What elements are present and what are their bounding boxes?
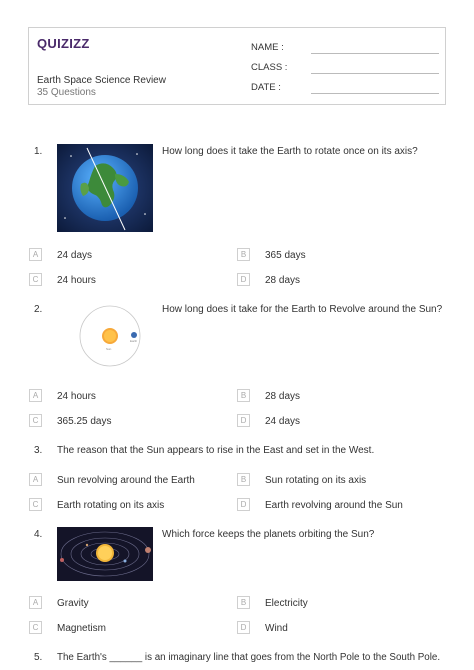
option-text: Earth revolving around the Sun <box>265 500 403 511</box>
question-number: 4. <box>34 529 43 540</box>
class-line <box>311 73 439 74</box>
option-text: Electricity <box>265 598 308 609</box>
question-text: The reason that the Sun appears to rise in the East and set in the West. <box>57 445 375 456</box>
option-box[interactable]: C <box>29 414 42 427</box>
option-box[interactable]: A <box>29 389 42 402</box>
name-label: NAME : <box>251 42 284 53</box>
earth-orbit-image <box>72 302 148 370</box>
option-box[interactable]: D <box>237 621 250 634</box>
question-number: 1. <box>34 146 43 157</box>
option-box[interactable]: B <box>237 389 250 402</box>
svg-text:Earth: Earth <box>130 339 138 343</box>
option-box[interactable]: D <box>237 414 250 427</box>
option-box[interactable]: C <box>29 273 42 286</box>
date-label: DATE : <box>251 82 281 93</box>
worksheet-title: Earth Space Science Review <box>37 75 166 86</box>
option-text: 28 days <box>265 275 301 286</box>
option-box[interactable]: C <box>29 621 42 634</box>
option-text: Earth rotating on its axis <box>57 500 165 511</box>
question-text: How long does it take the Earth to rotate once on its axis? <box>162 146 418 157</box>
option-box[interactable]: A <box>29 473 42 486</box>
option-text: 365.25 days <box>57 416 112 427</box>
svg-text:Sun: Sun <box>106 347 112 351</box>
option-box[interactable]: D <box>237 498 250 511</box>
option-text: 28 days <box>265 391 301 402</box>
option-text: Sun rotating on its axis <box>265 475 367 486</box>
worksheet-header <box>28 27 446 105</box>
question-number: 3. <box>34 445 43 456</box>
name-line <box>311 53 439 54</box>
option-box[interactable]: B <box>237 248 250 261</box>
option-text: Gravity <box>57 598 89 609</box>
quizizz-logo: QUIZIZZ <box>37 36 90 51</box>
question-text: The Earth's ______ is an imaginary line that goes from the North Pole to the South Pole. <box>57 652 441 663</box>
name-field[interactable] <box>251 42 439 53</box>
date-line <box>311 93 439 94</box>
earth-rotation-image <box>57 144 153 232</box>
option-text: 24 days <box>57 250 93 261</box>
question-text: Which force keeps the planets orbiting the Sun? <box>162 529 375 540</box>
option-text: 24 hours <box>57 275 96 286</box>
question-count: 35 Questions <box>37 87 96 98</box>
date-field[interactable] <box>251 82 439 93</box>
option-text: 24 hours <box>57 391 96 402</box>
option-text: Magnetism <box>57 623 106 634</box>
option-box[interactable]: B <box>237 596 250 609</box>
solar-system-image <box>57 527 153 581</box>
option-box[interactable]: A <box>29 248 42 261</box>
option-box[interactable]: C <box>29 498 42 511</box>
question-text: How long does it take for the Earth to Revolve around the Sun? <box>162 304 443 315</box>
class-label: CLASS : <box>251 62 288 73</box>
option-box[interactable]: A <box>29 596 42 609</box>
option-text: 24 days <box>265 416 301 427</box>
option-box[interactable]: B <box>237 473 250 486</box>
option-box[interactable]: D <box>237 273 250 286</box>
class-field[interactable] <box>251 62 439 73</box>
option-text: Wind <box>265 623 288 634</box>
option-text: 365 days <box>265 250 306 261</box>
question-number: 5. <box>34 652 43 663</box>
question-number: 2. <box>34 304 43 315</box>
option-text: Sun revolving around the Earth <box>57 475 195 486</box>
